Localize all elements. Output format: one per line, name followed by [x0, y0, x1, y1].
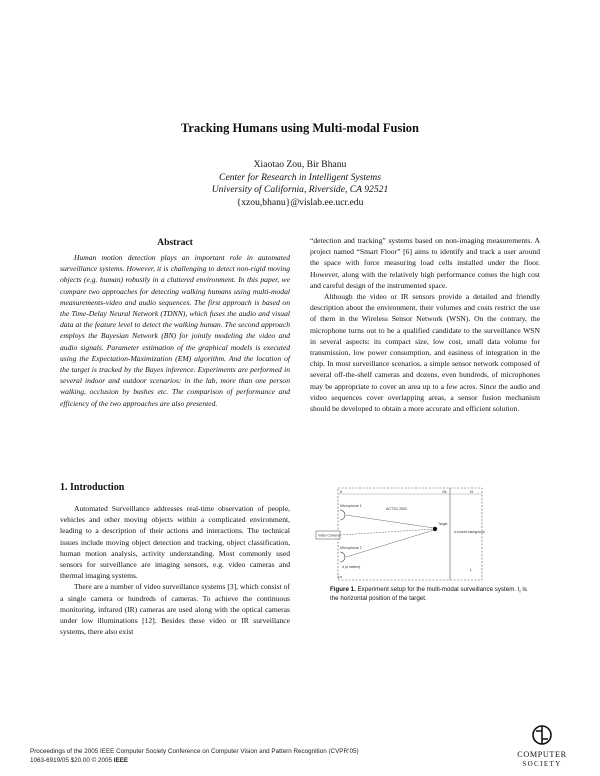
computer-society-logo	[504, 724, 580, 772]
abstract-paragraph: Human motion detection plays an important role in automated surveillance systems. However, it is challenging to detect non-rigid moving objects (e.g. human) robustly in a cluttered environment. In this paper, we compare two approaches for detecting walking humans using multi-modal measurements-video and audio sequences. The first approach is based on the Time-Delay Neural Network (TDNN), which fuses the audio and visual data at the feature level to detect the walking human. The second approach employs the Bayesian Network (BN) for jointly modeling the video and audio signals. Parameter estimation of the graphical models is executed using the Expectation-Maximization (EM) algorithm. And the location of the target is tracked by the Bayes inference. Experiments are performed in several indoor and outdoor scenarios: in the lab, more than one person walking, occlusion by bushes etc. The comparison of performance and efficiency of the two approaches are also presented.	[60, 253, 290, 408]
label-distance: d (a meters)	[342, 565, 361, 569]
author-block	[0, 159, 600, 209]
introduction-heading: 1. Introduction	[60, 482, 125, 493]
abstract-text	[60, 252, 290, 409]
target-dot	[433, 527, 437, 531]
ray-mic2-target	[346, 530, 434, 557]
logo-society: SOCIETY	[522, 759, 562, 768]
label-background: a colored background	[454, 530, 485, 534]
figure-caption	[330, 586, 530, 603]
label-mic1: Microphone 1	[340, 504, 362, 508]
introduction-text	[60, 503, 290, 637]
intro-paragraph-2: There are a number of video surveillance systems [3], which consist of a single camera or hundreds of cameras. To achieve the continuous monitoring, infrared (IR) cameras are used along with the optical cameras under low illuminations [12]. Besides these video or IR surveillance systems, there also exist	[60, 582, 290, 637]
footer-copyright	[30, 757, 359, 766]
caption-text: Experiment setup for the multi-modal surveillance system. l⁁ is the horizontal position of the target.	[330, 586, 527, 602]
label-xk: Xk	[442, 489, 447, 494]
label-lab: ACTSC 2002	[386, 507, 408, 511]
right-column-text	[310, 235, 540, 414]
label-target: Target	[438, 522, 448, 526]
right-paragraph-1: “detection and tracking” systems based on non-imaging measurements. A project named “Smart Floor” [6] aims to identify and track a user around the space with force measuring load cells installed under the floor. However, along with the relatively high performance comes the high cost and careful design of the instrumented space.	[310, 236, 540, 290]
microphone-1-icon	[340, 510, 345, 520]
computer-society-emblem-icon	[530, 724, 554, 746]
label-mic2: Microphone 2	[340, 546, 362, 550]
ray-mic1-target	[346, 515, 434, 528]
ray-camera-target	[340, 529, 434, 535]
label-l: L	[470, 568, 473, 572]
intro-paragraph-1: Automated Surveillance addresses real-time observation of people, vehicles and other moving objects within a complicated environment, leading to a description of their actions and interactions. The technical issues include moving object detection and tracking, object classification, human motion analysis, activity understanding. Most commonly used sensors for surveillance are imaging sensors, e.g. video cameras and thermal imaging systems.	[60, 504, 290, 581]
microphone-2-icon	[340, 552, 345, 562]
label-ln: Ln	[338, 575, 343, 579]
figure-1-diagram	[310, 486, 540, 583]
affiliation: Center for Research in Intelligent Systems	[219, 171, 381, 183]
footer	[30, 748, 359, 766]
paper-title: Tracking Humans using Multi-modal Fusion	[180, 121, 419, 135]
label-video-camera: Video Camera	[318, 533, 340, 538]
university: University of California, Riverside, CA 92521	[211, 184, 389, 196]
logo-computer: COMPUTER	[517, 750, 567, 759]
footer-proceedings: Proceedings of the 2005 IEEE Computer Society Conference on Computer Vision and Pattern Recognition (CVPR’05)	[30, 748, 359, 755]
authors: Xiaotao Zou, Bir Bhanu	[253, 159, 347, 170]
abstract-heading: Abstract	[157, 237, 193, 248]
label-x0: 0	[340, 489, 343, 494]
footer-ieee: IEEE	[113, 756, 129, 764]
label-n: N	[470, 489, 473, 494]
email: {xzou,bhanu}@vislab.ee.ucr.edu	[236, 196, 364, 208]
caption-label: Figure 1.	[330, 586, 356, 593]
footer-issn: 1063-6919/05 $20.00 © 2005	[30, 756, 113, 764]
right-paragraph-2: Although the video or IR sensors provide a detailed and friendly description about the environment, their volumes and costs restrict the use of them in the Wireless Sensor Network (WSN). On the contrary, the microphone turns out to be a qualified candidate to the surveillance WSN in several aspects: its compact size, low cost, small data volume for transmission, low power consumption, and easiness of integration in the chip. In most surveillance scenarios, a simple sensor network composed of several off-the-shelf cameras and dozens, even hundreds, of microphones may be appropriate to cover an area up to a few acres. Since the audio and video sequences cover overlapping areas, a sensor fusion mechanism should be developed to obtain a more accurate and efficient solution.	[310, 292, 540, 414]
